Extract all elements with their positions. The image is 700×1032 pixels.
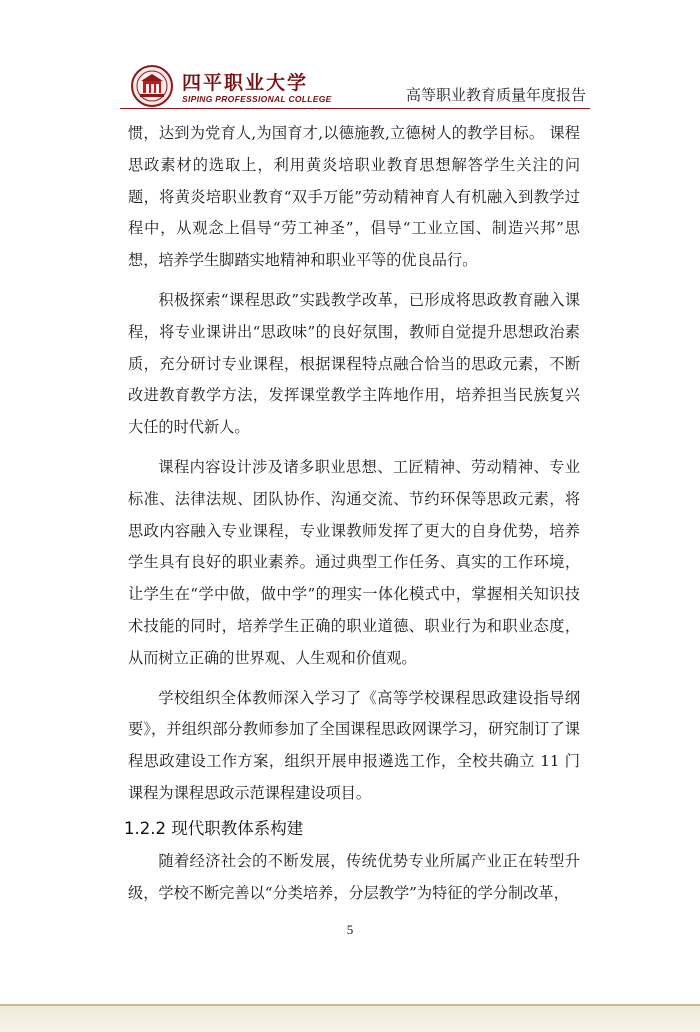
section-heading: 1.2.2 现代职教体系构建 bbox=[124, 818, 304, 838]
college-seal-logo bbox=[130, 64, 174, 108]
college-name-cn: 四平职业大学 bbox=[182, 72, 309, 94]
footer-band bbox=[0, 1006, 700, 1032]
page-header bbox=[120, 62, 590, 109]
paragraph-3: 课程内容设计涉及诸多职业思想、工匠精神、劳动精神、专业标准、法律法规、团队协作、沟通交流、节约环保等思政元素，将思政内容融入专业课程，专业课教师发挥了更大的自身优势，培养学生具有良好的职业素养。通过典型工作任务、真实的工作环境，让学生在“学中做，做中学”的理实一体化模式中，掌握相关知识技术技能的同时，培养学生正确的职业道德、职业行为和职业态度，从而树立正确的世界观、人生观和价值观。 bbox=[128, 457, 580, 667]
paragraph-2: 积极探索“课程思政”实践教学改革，已形成将思政教育融入课程，将专业课讲出“思政味”的良好氛围，教师自觉提升思想政治素质，充分研讨专业课程，根据课程特点融合恰当的思政元素，不断改进教育教学方法，发挥课堂教学主阵地作用，培养担当民族复兴大任的时代新人。 bbox=[128, 290, 580, 437]
paragraph-4: 学校组织全体教师深入学习了《高等学校课程思政建设指导纲要》，并组织部分教师参加了全国课程思政网课学习，研究制订了课程思政建设工作方案，组织开展申报遴选工作，全校共确立 11 门课程为课程思政示范课程建设项目。 bbox=[128, 688, 580, 802]
paragraph-1: 惯，达到为党育人,为国育才,以德施教,立德树人的教学目标。 课程思政素材的选取上，利用黄炎培职业教育思想解答学生关注的问题，将黄炎培职业教育“双手万能”劳动精神育人有机融入到教学过程中，从观念上倡导“劳工神圣”，倡导“工业立国、制造兴邦”思想，培养学生脚踏实地精神和职业平等的优良品行。 bbox=[128, 124, 580, 270]
page-number: 5 bbox=[346, 922, 354, 937]
document-body bbox=[124, 118, 580, 909]
report-title: 高等职业教育质量年度报告 bbox=[405, 86, 586, 104]
paragraph-5: 随着经济社会的不断发展，传统优势专业所属产业正在转型升级，学校不断完善以“分类培养，分层教学”为特征的学分制改革， bbox=[128, 851, 580, 902]
college-name-en: SIPING PROFESSIONAL COLLEGE bbox=[182, 94, 332, 104]
